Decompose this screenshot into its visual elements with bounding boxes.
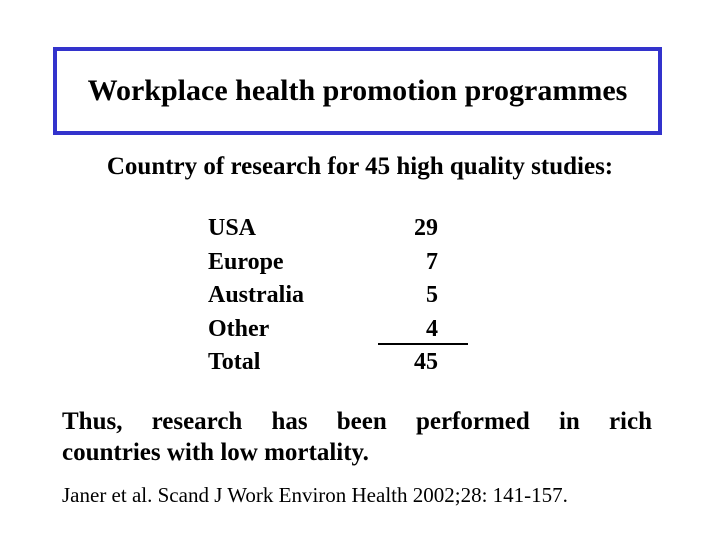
country-table — [208, 212, 478, 380]
title-box — [53, 47, 662, 135]
row-value-australia: 5 — [426, 282, 438, 308]
table-row — [208, 279, 478, 313]
row-label-usa: USA — [208, 215, 257, 241]
row-value-total: 45 — [414, 349, 438, 375]
table-row — [208, 246, 478, 280]
conclusion-line-2: countries with low mortality. — [62, 439, 369, 466]
slide-title: Workplace health promotion programmes — [87, 74, 628, 107]
row-label-australia: Australia — [208, 282, 304, 308]
table-row — [208, 212, 478, 246]
slide-subtitle: Country of research for 45 high quality studies: — [106, 153, 614, 180]
conclusion-text — [62, 406, 652, 468]
citation: Janer et al. Scand J Work Environ Health 2002;28: 141-157. — [62, 483, 568, 507]
table-row-total — [208, 346, 478, 380]
row-value-other: 4 — [426, 315, 438, 342]
total-divider — [378, 343, 468, 345]
table-row — [208, 313, 478, 347]
row-label-other: Other — [208, 315, 270, 342]
row-label-total: Total — [208, 349, 261, 375]
conclusion-line-1: Thus, research has been performed in rich — [62, 408, 652, 435]
row-value-usa: 29 — [414, 215, 438, 241]
row-value-europe: 7 — [426, 248, 438, 275]
row-label-europe: Europe — [208, 248, 284, 275]
